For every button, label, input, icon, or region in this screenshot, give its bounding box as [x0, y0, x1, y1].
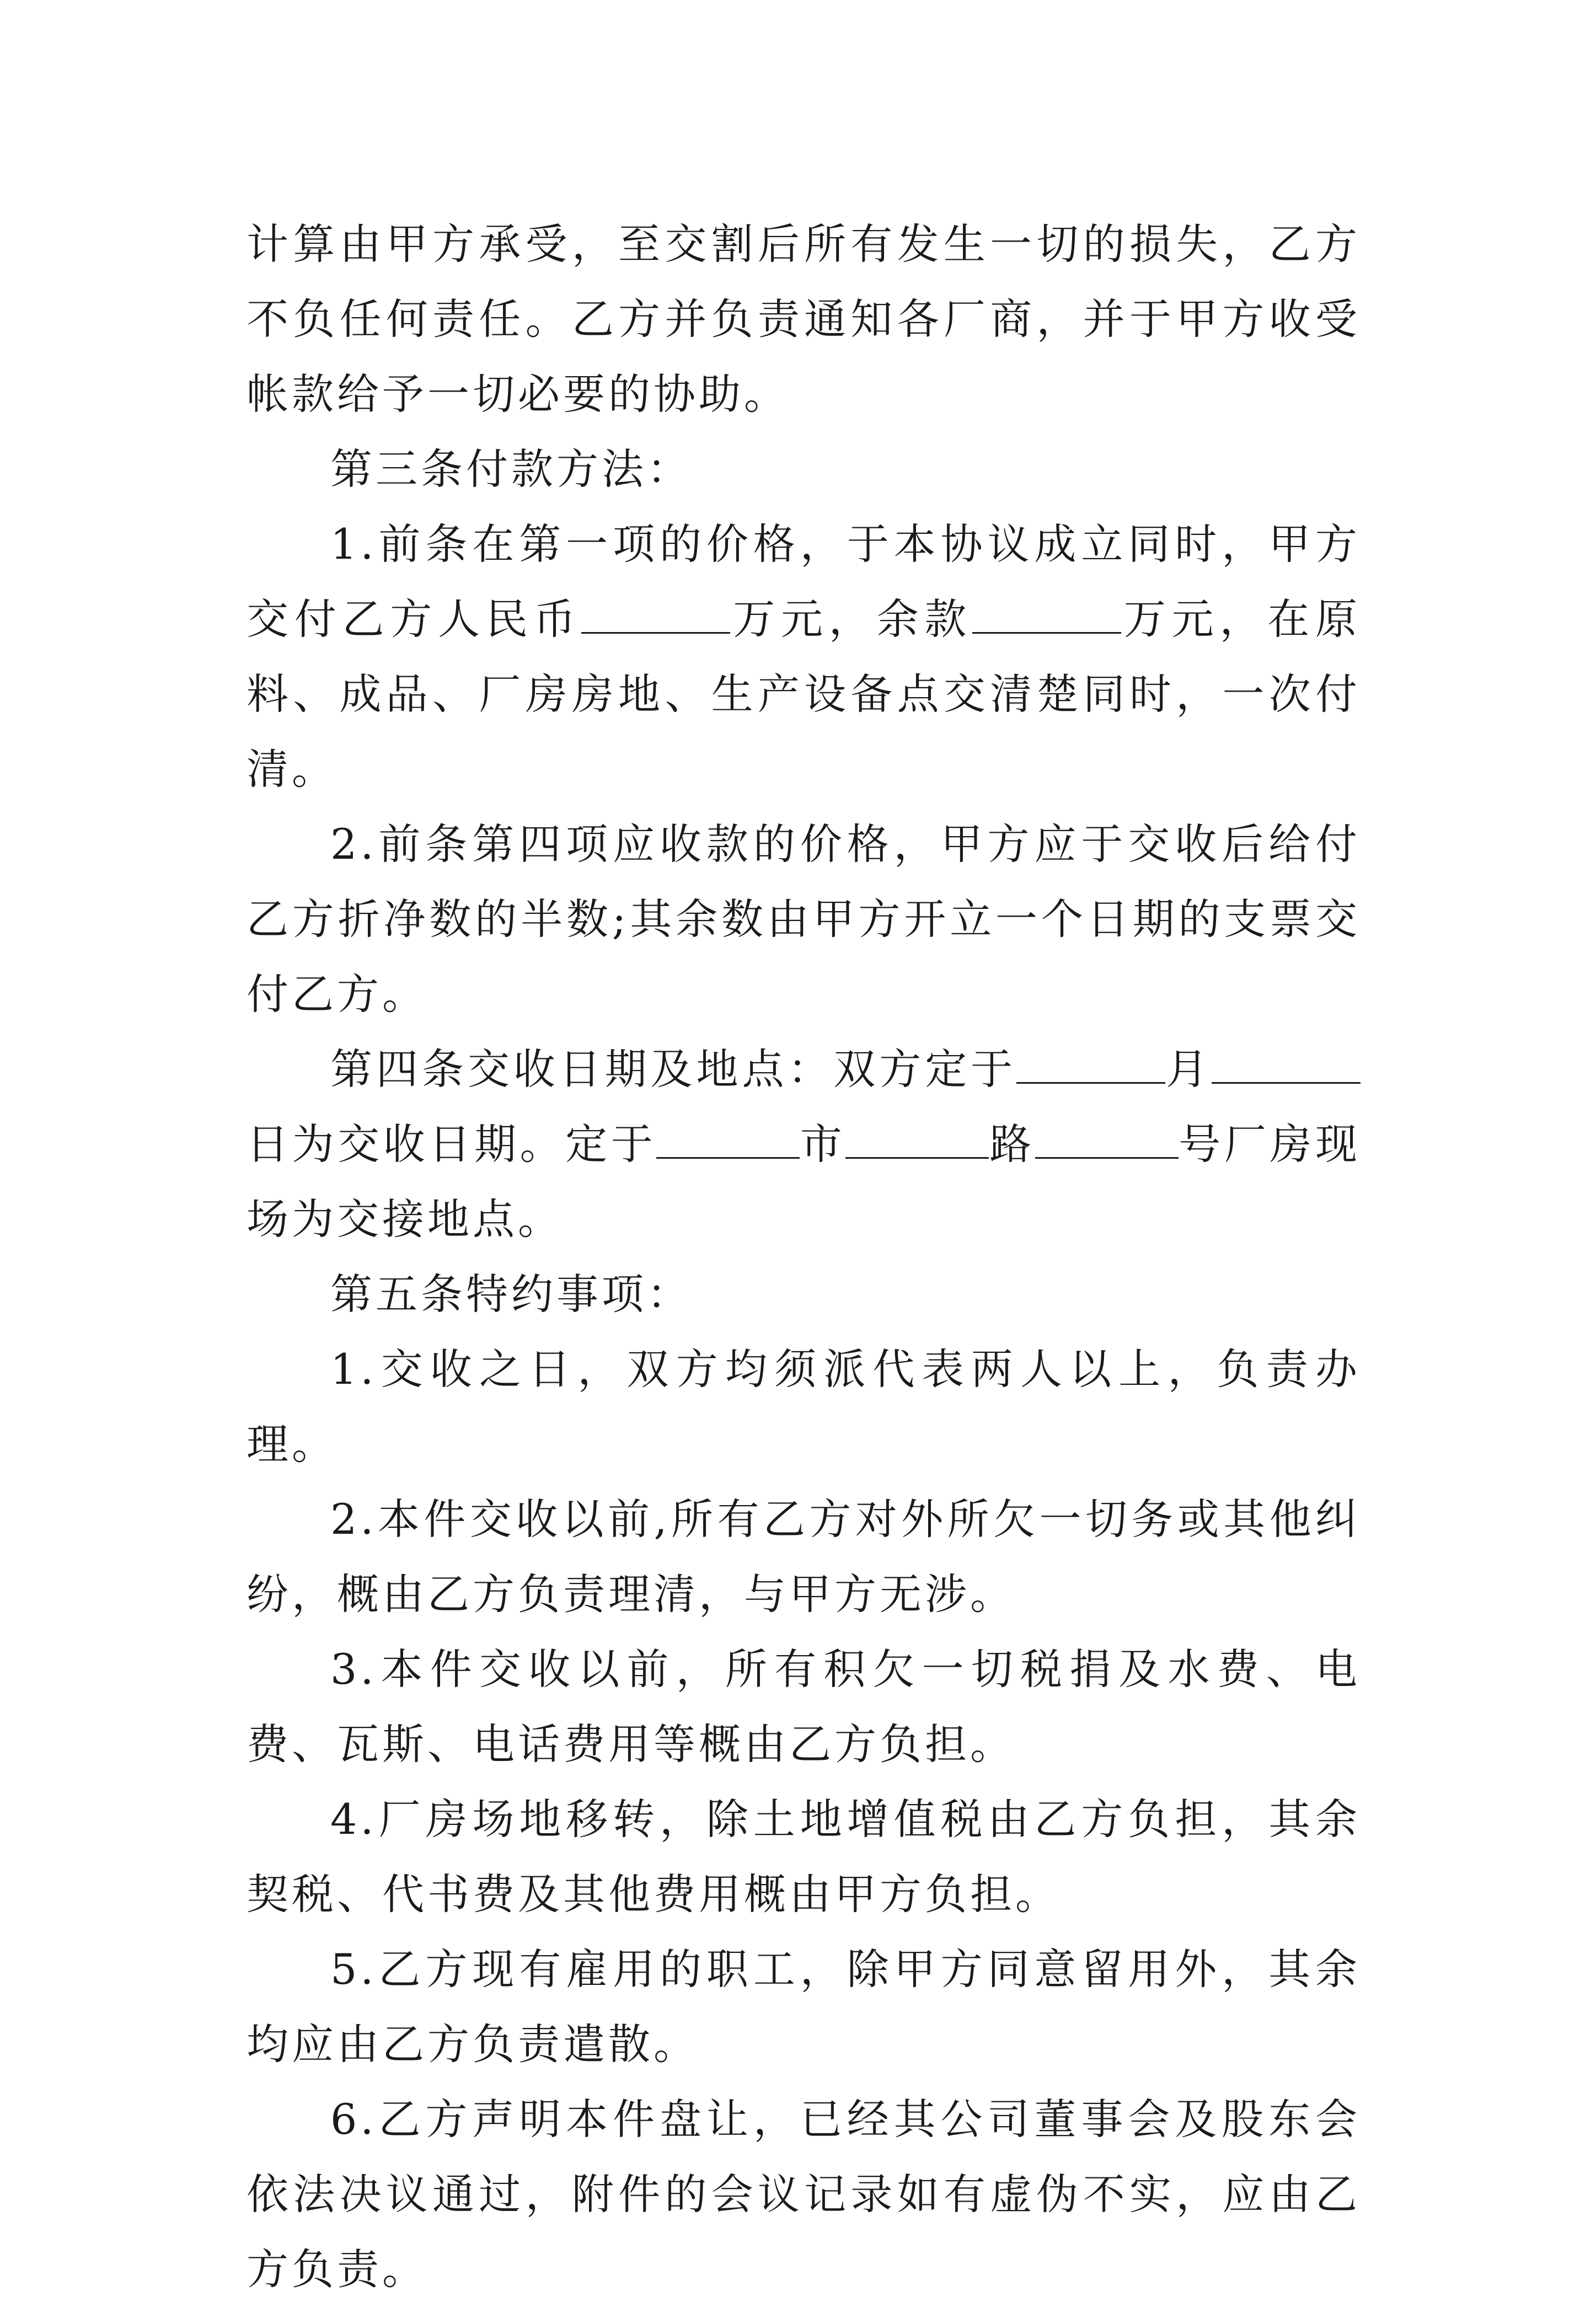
paragraph-text: 计算由甲方承受，至交割后所有发生一切的损失，乙方不负任何责任。乙方并负责通知各厂商，并于甲方收受帐款给予一切必要的协助。: [247, 220, 1361, 419]
paragraph-special-2: [247, 1482, 1361, 1632]
paragraph-special-6: [247, 2082, 1361, 2307]
paragraph-payment-2: [247, 807, 1361, 1032]
fill-blank-city: [656, 1124, 800, 1159]
paragraph-text: 第五条特约事项：: [330, 1270, 692, 1319]
paragraph-text: 日为交收日期。定于: [247, 1120, 657, 1169]
fill-blank-amount-2: [972, 599, 1121, 634]
paragraph-text: 路: [989, 1120, 1035, 1169]
paragraph-text: 2.前条第四项应收款的价格，甲方应于交收后给付乙方折净数的半数;其余数由甲方开立一个日期的支票交付乙方。: [247, 820, 1361, 1019]
paragraph-text: 1.交收之日，双方均须派代表两人以上，负责办理。: [247, 1345, 1361, 1469]
paragraph-special-4: [247, 1782, 1361, 1932]
fill-blank-number: [1035, 1124, 1179, 1159]
paragraph-text: 万元，在原料、成品、厂房房地、生产设备点交清楚同时，一次付清。: [247, 595, 1361, 794]
heading-article-5-special-terms: [247, 1257, 1361, 1332]
fill-blank-road: [845, 1124, 989, 1159]
paragraph-text: 月: [1165, 1045, 1212, 1094]
paragraph-text: 第四条交收日期及地点：双方定于: [330, 1045, 1017, 1094]
paragraph-text: 6.乙方声明本件盘让，已经其公司董事会及股东会依法决议通过，附件的会议记录如有虚伪不实，应由乙方负责。: [247, 2095, 1361, 2294]
paragraph-special-5: [247, 1932, 1361, 2082]
paragraph-text: 1.前条在第一项的价格，于本协议成立同时，甲方交付乙方人民币: [247, 520, 1361, 644]
paragraph-special-1: [247, 1332, 1361, 1482]
fill-blank-month: [1016, 1049, 1165, 1084]
paragraph-text: 3.本件交收以前，所有积欠一切税捐及水费、电费、瓦斯、电话费用等概由乙方负担。: [247, 1645, 1361, 1769]
paragraph-loss-responsibility: [247, 207, 1361, 432]
paragraph-article-4-delivery: [247, 1032, 1361, 1257]
paragraph-text: 第三条付款方法：: [330, 445, 692, 494]
paragraph-text: 市: [800, 1120, 846, 1169]
fill-blank-day: [1212, 1049, 1361, 1084]
paragraph-text: 万元，余款: [730, 595, 973, 644]
paragraph-payment-1: [247, 507, 1361, 807]
fill-blank-amount-1: [581, 599, 730, 634]
paragraph-text: 号厂房现场为交接地点。: [247, 1120, 1361, 1244]
paragraph-text: 4.厂房场地移转，除土地增值税由乙方负担，其余契税、代书费及其他费用概由甲方负担。: [247, 1795, 1361, 1919]
document-body: [247, 207, 1361, 2307]
paragraph-text: 5.乙方现有雇用的职工，除甲方同意留用外，其余均应由乙方负责遣散。: [247, 1945, 1361, 2069]
heading-article-3-payment: [247, 432, 1361, 507]
paragraph-text: 2.本件交收以前,所有乙方对外所欠一切务或其他纠纷，概由乙方负责理清，与甲方无涉。: [247, 1495, 1361, 1619]
paragraph-special-3: [247, 1632, 1361, 1782]
